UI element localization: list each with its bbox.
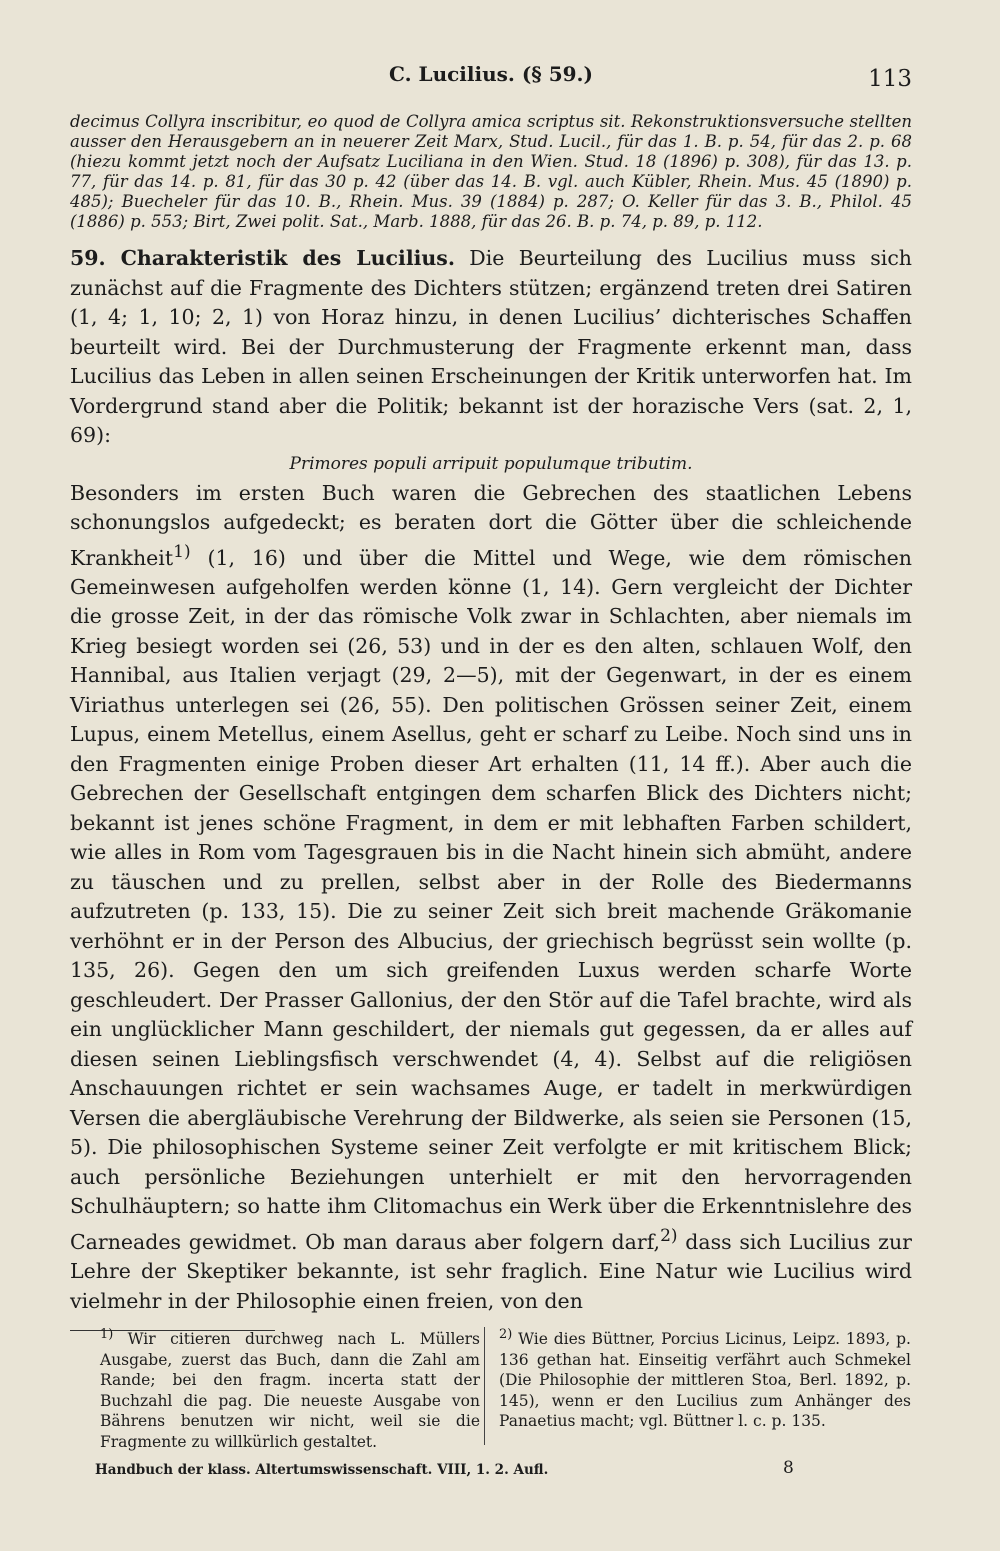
footnote-ref-1[interactable]: 1) xyxy=(173,541,191,562)
footnotes xyxy=(70,1325,912,1451)
footnote-1 xyxy=(100,1325,480,1452)
body-text-3: dass sich Lucilius zur Lehre der Skeptiker bekannte, ist sehr fraglich. Eine Natur wie Lucilius wird vielmehr in der Philosophie einen freien, von den xyxy=(70,1229,912,1313)
bibliographic-note xyxy=(70,112,912,232)
footnote-1-marker: 1) xyxy=(100,1327,114,1342)
running-title: C. Lucilius. (§ 59.) xyxy=(389,62,593,86)
section-intro xyxy=(70,244,912,451)
page-header xyxy=(70,58,912,94)
intro-text: Die Beurteilung des Lucilius muss sich zunächst auf die Fragmente des Dichters stützen; ergänzend treten drei Satiren (1, 4; 1, 10; 2, 1) von Horaz hinzu, in denen Lucilius’ dichterisches Schaffen beurteilt wird. Bei der Durchmusterung der Fragmente erkennt man, dass Lucilius das Leben in allen seinen Erscheinungen der Kritik unterworfen hat. Im Vordergrund stand aber die Politik; bekannt ist der horazische Vers (sat. 2, 1, 69): xyxy=(70,246,913,447)
footnote-2 xyxy=(499,1325,911,1432)
body-text-2: (1, 16) und über die Mittel und Wege, wie dem römischen Gemeinwesen aufgeholfen werden könne (1, 14). Gern vergleicht der Dichter die grosse Zeit, in der das römische Volk zwar in Schlachten, aber niemals im Krieg besiegt worden sei (26, 53) und in der es den alten, schlauen Wolf, den Hannibal, aus Italien verjagt (29, 2—5), mit der Gegenwart, in der es einem Viriathus unterlegen sei (26, 55). Den politischen Grössen seiner Zeit, einem Lupus, einem Metellus, einem Asellus, geht er scharf zu Leibe. Noch sind uns in den Fragmenten einige Proben dieser Art erhalten (11, 14 ff.). Aber auch die Gebrechen der Gesellschaft entgingen dem scharfen Blick des Dichters nicht; bekannt ist jenes schöne Fragment, in dem er mit lebhaften Farben schildert, wie alles in Rom vom Tagesgrauen bis in die Nacht hinein sich abmüht, andere zu täuschen und zu prellen, selbst aber in der Rolle des Biedermanns aufzutreten (p. 133, 15). Die zu seiner Zeit sich breit machende Gräkomanie verhöhnt er in der Person des Albucius, der griechisch begrüsst sein wollte (p. 135, 26). Gegen den um sich greifenden Luxus werden scharfe Worte geschleudert. Der Prasser Gallonius, der den Stör auf die Tafel brachte, wird als ein unglücklicher Mann geschildert, der niemals gut gegessen, da er alles auf diesen seinen Lieblingsfisch verschwendet (4, 4). Selbst auf die religiösen Anschauungen richtet er sein wachsames Auge, er tadelt in merkwürdigen Versen die abergläubische Verehrung der Bildwerke, als seien sie Personen (15, 5). Die philosophischen Systeme seiner Zeit verfolgte er mit kritischem Blick; auch persönliche Beziehungen unterhielt er mit den hervorragenden Schulhäuptern; so hatte ihm Clitomachus ein Werk über die Erkenntnislehre des Carneades gewidmet. Ob man daraus aber folgern darf, xyxy=(70,545,912,1254)
footnote-divider xyxy=(484,1327,485,1445)
page-number: 113 xyxy=(868,66,912,92)
main-text xyxy=(70,112,912,1316)
footnote-1-text: Wir citieren durchweg nach L. Müllers Ausgabe, zuerst das Buch, dann die Zahl am Rande; bei den fragm. incerta statt der Buchzahl die pag. Die neueste Ausgabe von Bährens benutzen wir nicht, weil sie die Fragmente zu willkürlich gestaltet. xyxy=(100,1330,480,1451)
footnote-2-text: Wie dies Büttner, Porcius Licinus, Leipz. 1893, p. 136 gethan hat. Einseitig verfährt auch Schmekel (Die Philosophie der mittleren Stoa, Berl. 1892, p. 145), wenn er den Lucilius zum Anhänger des Panaetius macht; vgl. Büttner l. c. p. 135. xyxy=(499,1330,911,1431)
imprint-line: Handbuch der klass. Altertumswissenschaft. VIII, 1. 2. Aufl. xyxy=(95,1462,549,1478)
bibliographic-note-text: decimus Collyra inscribitur, eo quod de Collyra amica scriptus sit. Rekonstruktionsversuche stellten ausser den Herausgebern an in neuerer Zeit Marx, Stud. Lucil., für das 1. B. p. 54, für das 2. p. 68 (hiezu kommt jetzt noch der Aufsatz Luciliana in den Wien. Stud. 18 (1896) p. 308), für das 13. p. 77, für das 14. p. 81, für das 30 p. 42 (über das 14. B. vgl. auch Kübler, Rhein. Mus. 45 (1890) p. 485); Buecheler für das 10. B., Rhein. Mus. 39 (1884) p. 287; O. Keller für das 3. B., Philol. 45 (1886) p. 553; Birt, Zwei polit. Sat., Marb. 1888, für das 26. B. p. 74, p. 89, p. 112. xyxy=(70,112,912,231)
section-body xyxy=(70,479,912,1317)
footnote-ref-2[interactable]: 2) xyxy=(660,1225,678,1246)
verse-quote: Primores populi arripuit populumque tributim. xyxy=(289,453,693,474)
sheet-signature: 8 xyxy=(783,1458,794,1478)
footnote-2-marker: 2) xyxy=(499,1327,513,1342)
section-heading: 59. Charakteristik des Lucilius. xyxy=(70,246,455,270)
body-text-1: Besonders im ersten Buch waren die Gebrechen des staatlichen Lebens schonungslos aufgedeckt; es beraten dort die Götter über die schleichende Krankheit xyxy=(70,480,912,570)
